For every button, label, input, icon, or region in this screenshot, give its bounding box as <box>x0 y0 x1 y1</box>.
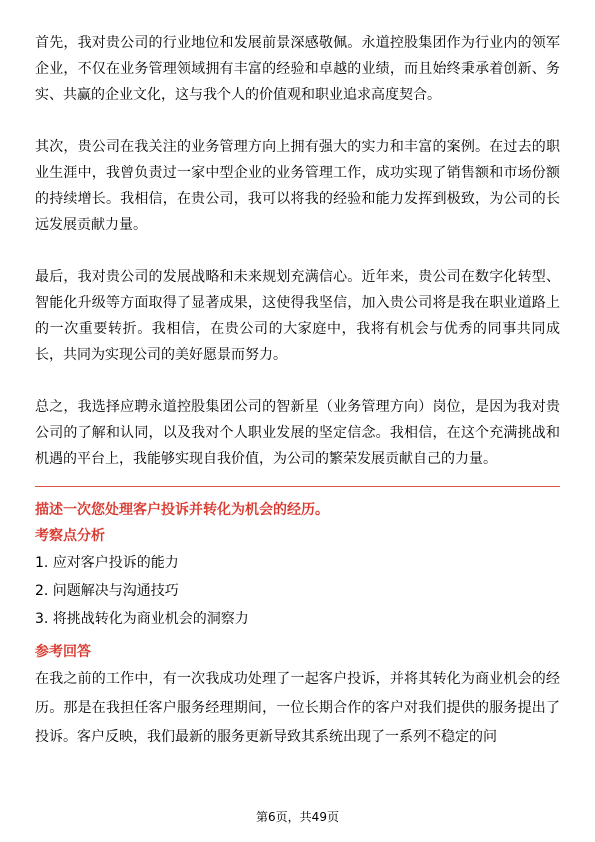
paragraph-3: 最后，我对贵公司的发展战略和未来规划充满信心。近年来，贵公司在数字化转型、智能化升级等方面取得了显著成果，这使得我坚信，加入贵公司将是我在职业道路上的一次重要转折。我相信，在贵公司的大家庭中，我将有机会与优秀的同事共同成长，共同为实现公司的美好愿景而努力。 <box>35 269 560 363</box>
document-page <box>35 30 560 752</box>
paragraph-2: 其次，贵公司在我关注的业务管理方向上拥有强大的实力和丰富的案例。在过去的职业生涯中，我曾负责过一家中型企业的业务管理工作，成功实现了销售额和市场份额的持续增长。我相信，在贵公司，我可以将我的经验和能力发挥到极致，为公司的长远发展贡献力量。 <box>35 139 560 233</box>
analysis-point-3: 3. 将挑战转化为商业机会的洞察力 <box>35 611 249 627</box>
analysis-points <box>35 549 560 633</box>
analysis-point-1: 1. 应对客户投诉的能力 <box>35 555 179 571</box>
question-heading: 描述一次您处理客户投诉并转化为机会的经历。 <box>35 502 329 518</box>
analysis-title: 考察点分析 <box>35 528 105 544</box>
paragraph-1: 首先，我对贵公司的行业地位和发展前景深感敬佩。永道控股集团作为行业内的领军企业，不仅在业务管理领域拥有丰富的经验和卓越的业绩，而且始终秉承着创新、务实、共赢的企业文化，这与我个人的价值观和职业追求高度契合。 <box>35 35 560 103</box>
page-footer: 第6页，共49页 <box>256 810 339 824</box>
analysis-point-2: 2. 问题解决与沟通技巧 <box>35 583 179 599</box>
section-divider <box>35 486 560 487</box>
paragraph-4: 总之，我选择应聘永道控股集团公司的智新星（业务管理方向）岗位，是因为我对贵公司的了解和认同，以及我对个人职业发展的坚定信念。我相信，在这个充满挑战和机遇的平台上，我能够实现自我价值，为公司的繁荣发展贡献自己的力量。 <box>35 399 560 467</box>
answer-text: 在我之前的工作中，有一次我成功处理了一起客户投诉，并将其转化为商业机会的经历。那是在我担任客户服务经理期间，一位长期合作的客户对我们提供的服务提出了投诉。客户反映，我们最新的服务更新导致其系统出现了一系列不稳定的问 <box>35 671 560 745</box>
answer-title: 参考回答 <box>35 644 91 660</box>
